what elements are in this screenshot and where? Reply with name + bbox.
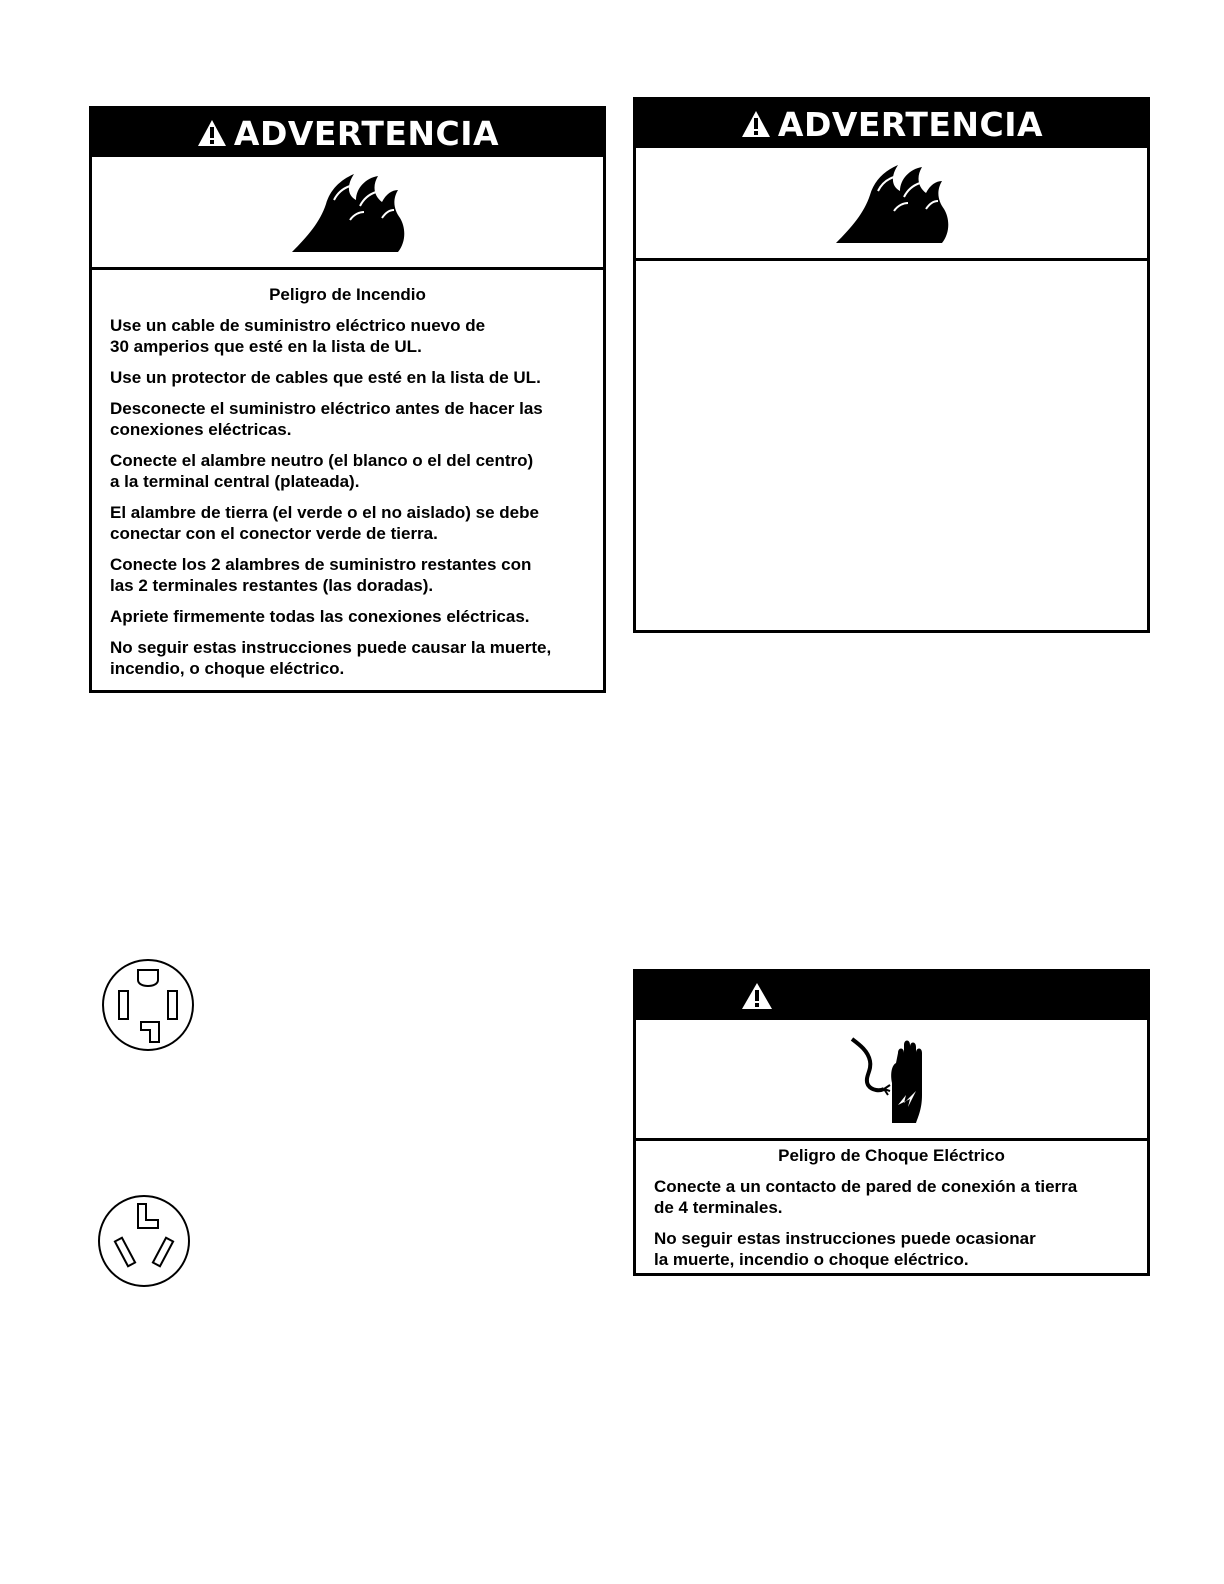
signal-word: ADVERTENCIA [233,113,500,153]
warning-body [92,270,603,679]
instruction-line: No seguir estas instrucciones puede ocasionar la muerte, incendio o choque eléctrico. [654,1229,1036,1269]
instruction-list [110,315,585,679]
instruction-line: El alambre de tierra (el verde o el no aislado) se debe conectar con el conector verde de tierra. [110,503,539,543]
pictogram-area [92,157,603,270]
instruction-line: Use un cable de suministro eléctrico nuevo de 30 amperios que esté en la lista de UL. [110,316,486,356]
warning-triangle-icon [196,118,228,148]
hazard-title: Peligro de Incendio [269,285,426,304]
signal-word: ADVERTENCIA [777,104,1044,144]
instruction-line: Conecte los 2 alambres de suministro restantes con las 2 terminales restantes (las doradas). [110,555,532,595]
instruction-line: Conecte el alambre neutro (el blanco o el del centro) a la terminal central (plateada). [110,451,534,491]
pictogram-area [636,148,1147,261]
instruction-line: Apriete firmemente todas las conexiones eléctricas. [110,607,530,626]
warning-header [636,100,1147,148]
fire-warning-box-right [633,97,1150,633]
warning-triangle-icon [740,981,774,1011]
instruction-line: Desconecte el suministro eléctrico antes de hacer las conexiones eléctricas. [110,399,543,439]
electric-shock-hand-icon [846,1033,938,1125]
warning-body [636,1141,1147,1270]
instruction-line: Use un protector de cables que esté en la lista de UL. [110,368,541,387]
four-wire-outlet-icon [100,958,196,1052]
instruction-list [654,1176,1129,1270]
instruction-line: Conecte a un contacto de pared de conexión a tierra de 4 terminales. [654,1177,1078,1217]
instruction-line: No seguir estas instrucciones puede causar la muerte, incendio, o choque eléctrico. [110,638,552,678]
hazard-title: Peligro de Choque Eléctrico [778,1146,1005,1165]
pictogram-area [636,1020,1147,1141]
warning-header [92,109,603,157]
fire-warning-box-left [89,106,606,693]
warning-triangle-icon [740,109,772,139]
fire-icon [290,170,406,254]
warning-header [636,972,1147,1020]
three-wire-outlet-icon [96,1194,192,1288]
shock-warning-box [633,969,1150,1276]
fire-icon [834,161,950,245]
